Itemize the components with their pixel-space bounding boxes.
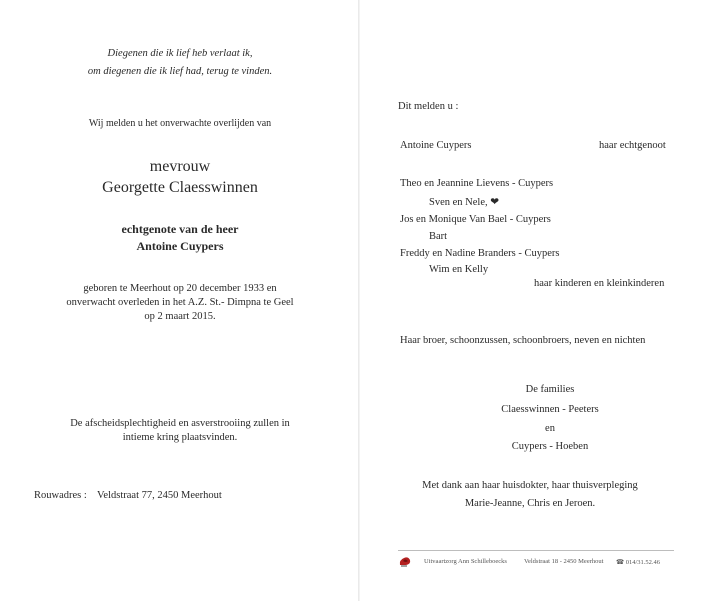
family-name-1: Claesswinnen - Peeters — [501, 404, 599, 415]
children-role: haar kinderen en kleinkinderen — [534, 278, 665, 289]
thanks-line-1: Met dank aan haar huisdokter, haar thuisverpleging — [422, 480, 638, 491]
family-line: Bart — [429, 231, 448, 242]
mourning-address: Veldstraat 77, 2450 Meerhout — [97, 490, 222, 501]
undertaker-footer — [398, 550, 674, 571]
undertaker-phone: ☎ 014/31.52.46 — [616, 559, 661, 566]
undertaker-name: Uitvaartzorg Ann Schilleboecks — [424, 558, 507, 565]
families-heading: De families — [525, 384, 575, 395]
undertaker-address: Veldstraat 18 - 2450 Meerhout — [524, 558, 604, 565]
family-line: Wim en Kelly — [429, 264, 489, 275]
birth-line-2: onverwacht overleden in het A.Z. St.- Dimpna te Geel — [66, 297, 294, 308]
family-and: en — [545, 423, 555, 434]
deceased-title: mevrouw — [149, 158, 211, 175]
announcement-intro: Wij melden u het onverwachte overlijden van — [88, 118, 272, 129]
farewell-line-1: De afscheidsplechtigheid en asverstrooiing zullen in — [70, 418, 290, 429]
spouse-name: Antoine Cuypers — [136, 239, 224, 253]
family-line: Theo en Jeannine Lievens - Cuypers — [400, 178, 554, 189]
quote-line-1: Diegenen die ik lief heb verlaat ik, — [107, 48, 253, 59]
thanks-line-2: Marie-Jeanne, Chris en Jeroen. — [464, 498, 596, 509]
family-line: Jos en Monique Van Bael - Cuypers — [400, 214, 551, 225]
family-line: Freddy en Nadine Branders - Cuypers — [400, 248, 560, 259]
birth-line-1: geboren te Meerhout op 20 december 1933 en — [83, 283, 277, 294]
spouse-entry-role: haar echtgenoot — [599, 140, 666, 151]
siblings-line: Haar broer, schoonzussen, schoonbroers, neven en nichten — [400, 335, 646, 346]
quote-line-2: om diegenen die ik lief had, terug te vinden. — [87, 66, 273, 77]
deceased-name: Georgette Claesswinnen — [102, 179, 258, 196]
right-page — [360, 0, 720, 601]
spouse-line: echtgenote van de heer — [121, 222, 239, 236]
right-heading: Dit melden u : — [398, 101, 459, 112]
rose-logo-icon — [398, 555, 412, 567]
address-label: Rouwadres : — [34, 490, 87, 501]
birth-line-3: op 2 maart 2015. — [144, 311, 216, 322]
family-name-2: Cuypers - Hoeben — [511, 441, 589, 452]
spouse-entry-name: Antoine Cuypers — [400, 140, 472, 151]
family-line: Sven en Nele, ❤ — [429, 197, 500, 208]
farewell-line-2: intieme kring plaatsvinden. — [122, 432, 238, 443]
